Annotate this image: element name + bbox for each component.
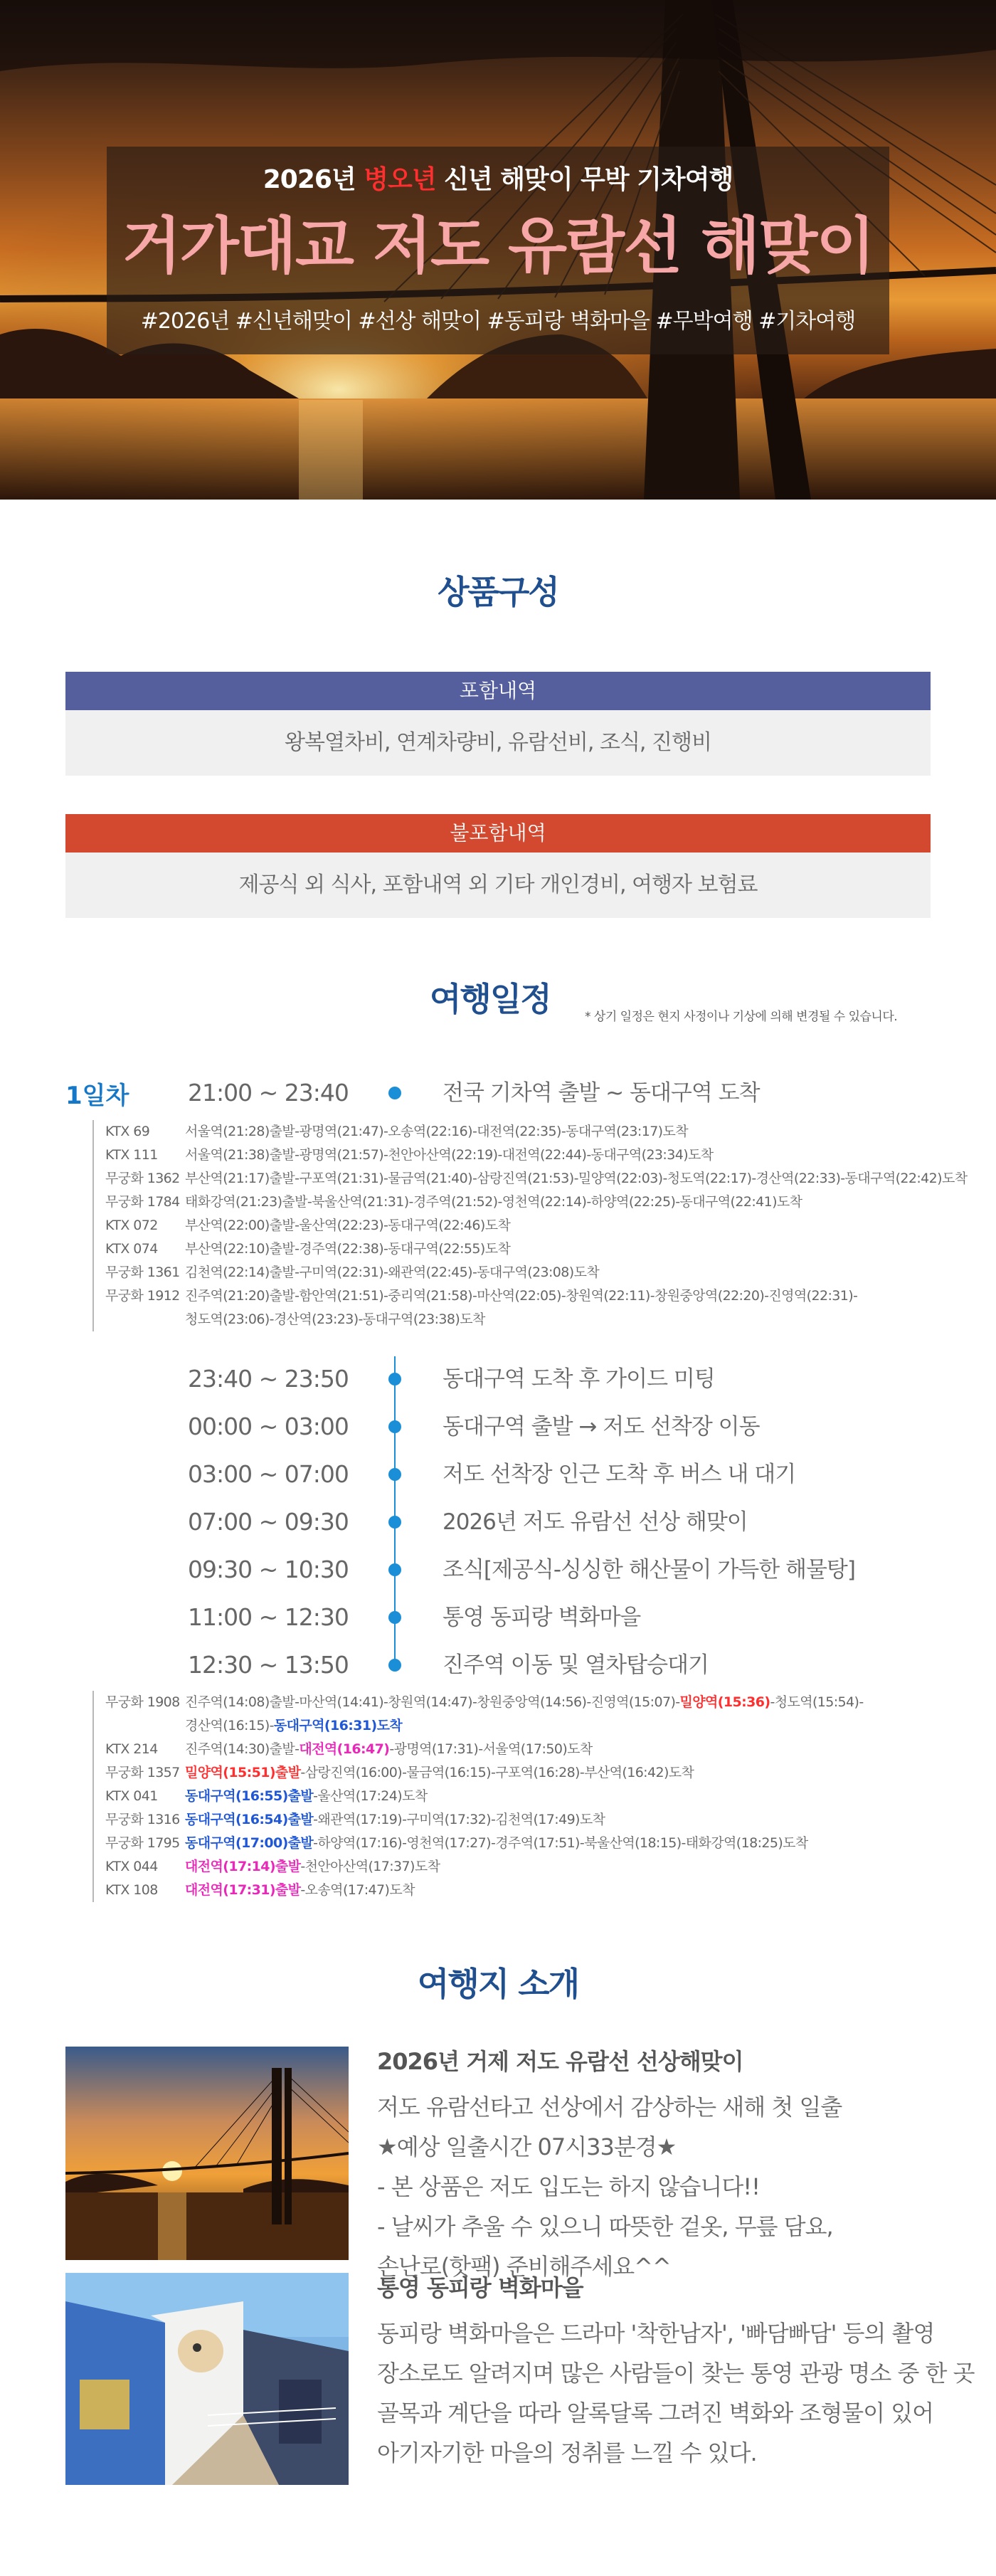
train-name: KTX 111 <box>105 1147 158 1163</box>
train-line <box>105 1237 968 1261</box>
train-route: 서울역(21:28)출발-광명역(21:47)-오송역(22:16)-대전역(22:35)-동대구역(23:17)도착 <box>185 1124 689 1139</box>
train-line <box>105 1808 968 1832</box>
timeline-desc: 통영 동피랑 벽화마을 <box>443 1605 641 1630</box>
train-route-highlight: 동대구역(16:31)도착 <box>273 1718 403 1733</box>
destination-2-line: 동피랑 벽화마을은 드라마 '착한남자', '빠담빠담' 등의 촬영 <box>377 2320 935 2347</box>
train-name: KTX 108 <box>105 1882 158 1898</box>
timeline-row <box>0 1501 996 1543</box>
included-body: 왕복열차비, 연계차량비, 유람선비, 조식, 진행비 <box>65 710 931 776</box>
train-name: 무궁화 1795 <box>105 1835 180 1851</box>
train-route: 부산역(21:17)출발-구포역(21:31)-물금역(21:40)-삼랑진역(21:53)-밀양역(22:03)-청도역(22:17)-경산역(22:33)-동대구역(22:42)도착 <box>185 1171 968 1186</box>
hero-subtitle <box>107 159 889 196</box>
train-name: 무궁화 1908 <box>105 1694 180 1710</box>
train-route: -삼랑진역(16:00)-물금역(16:15)-구포역(16:28)-부산역(16:42)도착 <box>300 1765 694 1780</box>
train-route: 경산역(16:15)- <box>185 1718 274 1733</box>
destination-2-line: 아기자기한 마을의 정취를 느낄 수 있다. <box>377 2439 757 2466</box>
timeline-row <box>0 1405 996 1448</box>
dot-icon <box>388 1468 401 1481</box>
train-route: 청도역(23:06)-경산역(23:23)-동대구역(23:38)도착 <box>185 1311 485 1327</box>
train-line <box>105 1832 968 1855</box>
sunrise-bridge-image <box>65 2047 349 2260</box>
train-route: -오송역(17:47)도착 <box>300 1882 415 1898</box>
train-route-highlight: 동대구역(16:55)출발 <box>185 1788 314 1804</box>
day-label: 1일차 <box>65 1082 129 1110</box>
timeline-desc: 저도 선착장 인근 도착 후 버스 내 대기 <box>443 1462 796 1487</box>
hero-subtitle-prefix: 2026년 <box>263 165 364 194</box>
train-name: KTX 69 <box>105 1124 150 1139</box>
train-name: KTX 074 <box>105 1241 158 1257</box>
train-route: 진주역(14:30)출발- <box>185 1741 300 1757</box>
train-name: KTX 041 <box>105 1788 158 1804</box>
train-line <box>105 1191 968 1214</box>
timeline-time: 00:00 ~ 03:00 <box>188 1413 349 1440</box>
train-line <box>105 1120 968 1144</box>
train-route: 진주역(21:20)출발-함안역(21:51)-중리역(21:58)-마산역(22:05)-창원역(22:11)-창원중앙역(22:20)-진영역(22:31)- <box>185 1288 858 1304</box>
destination-1-line: 손난로(핫팩) 준비해주세요^^ <box>377 2253 671 2280</box>
train-route: -천안아산역(17:37)도착 <box>300 1859 440 1874</box>
hero-caption-box <box>107 147 889 354</box>
train-route: 진주역(14:08)출발-마산역(14:41)-창원역(14:47)-창원중앙역(14:56)-진영역(15:07)- <box>185 1694 680 1710</box>
destination-1-name: 2026년 거제 저도 유람선 선상해맞이 <box>377 2048 743 2075</box>
train-route-highlight: 대전역(17:31)출발 <box>185 1882 301 1898</box>
destination-1-line: ★예상 일출시간 07시33분경★ <box>377 2133 677 2160</box>
train-line <box>105 1785 968 1808</box>
dot-icon <box>388 1659 401 1672</box>
destination-1-line: - 본 상품은 저도 입도는 하지 않습니다!! <box>377 2173 760 2200</box>
product-section-title: 상품구성 <box>438 573 558 611</box>
train-name: 무궁화 1912 <box>105 1288 180 1304</box>
destination-2-line: 장소로도 알려지며 많은 사람들이 찾는 통영 관광 명소 중 한 곳 <box>377 2360 975 2387</box>
destination-1-line: 저도 유람선타고 선상에서 감상하는 새해 첫 일출 <box>377 2094 842 2121</box>
train-line <box>105 1214 968 1237</box>
train-line <box>105 1691 968 1714</box>
hero-hashtags: #2026년 #신년해맞이 #선상 해맞이 #동피랑 벽화마을 #무박여행 #기차여행 <box>140 309 856 334</box>
destination-2-line: 골목과 계단을 따라 알록달록 그려진 벽화와 조형물이 있어 <box>377 2400 934 2427</box>
return-train-list <box>92 1691 968 1902</box>
timeline-row <box>0 1072 996 1114</box>
train-route: 부산역(22:10)출발-경주역(22:38)-동대구역(22:55)도착 <box>185 1241 511 1257</box>
train-route-highlight: 동대구역(17:00)출발 <box>185 1835 314 1851</box>
train-name: 무궁화 1362 <box>105 1171 180 1186</box>
train-line <box>105 1738 968 1761</box>
excluded-header: 불포함내역 <box>65 814 931 852</box>
train-line <box>105 1167 968 1191</box>
dot-icon <box>388 1087 401 1099</box>
train-route: -청도역(15:54)- <box>770 1694 864 1710</box>
train-route: -하양역(17:16)-영천역(17:27)-경주역(17:51)-북울산역(18:15)-태화강역(18:25)도착 <box>313 1835 808 1851</box>
timeline-desc: 동대구역 도착 후 가이드 미팅 <box>443 1366 715 1392</box>
destinations-title: 여행지 소개 <box>417 1965 579 2003</box>
train-route-highlight: 밀양역(15:36) <box>679 1694 770 1710</box>
train-route-highlight: 대전역(16:47) <box>299 1741 390 1757</box>
train-name: 무궁화 1316 <box>105 1812 180 1827</box>
timeline-time: 11:00 ~ 12:30 <box>188 1603 349 1631</box>
hero-banner <box>0 0 996 500</box>
train-name: KTX 214 <box>105 1741 158 1757</box>
train-line <box>105 1714 968 1738</box>
included-header: 포함내역 <box>65 672 931 710</box>
train-line <box>105 1879 968 1902</box>
hero-subtitle-suffix: 신년 해맞이 무박 기차여행 <box>435 165 733 194</box>
timeline-row <box>0 1548 996 1591</box>
timeline-desc: 2026년 저도 유람선 선상 해맞이 <box>443 1509 748 1535</box>
train-name: 무궁화 1357 <box>105 1765 180 1780</box>
mural-village-image <box>65 2273 349 2485</box>
train-line <box>105 1761 968 1785</box>
dot-icon <box>388 1611 401 1624</box>
dot-icon <box>388 1563 401 1576</box>
excluded-body: 제공식 외 식사, 포함내역 외 기타 개인경비, 여행자 보험료 <box>65 852 931 918</box>
timeline-row <box>0 1596 996 1639</box>
train-name: KTX 072 <box>105 1218 158 1233</box>
train-line <box>105 1308 968 1331</box>
train-route: 서울역(21:38)출발-광명역(21:57)-천안아산역(22:19)-대전역(22:44)-동대구역(23:34)도착 <box>185 1147 714 1163</box>
train-name: 무궁화 1784 <box>105 1194 180 1210</box>
itinerary-title: 여행일정 <box>430 980 551 1018</box>
hero-subtitle-highlight: 병오년 <box>364 165 436 194</box>
train-route: -울산역(17:24)도착 <box>313 1788 428 1804</box>
dot-icon <box>388 1420 401 1433</box>
timeline-time: 12:30 ~ 13:50 <box>188 1651 349 1679</box>
timeline-desc: 동대구역 출발 → 저도 선착장 이동 <box>443 1414 760 1440</box>
mural-village-photo <box>65 2273 349 2485</box>
train-line <box>105 1144 968 1167</box>
train-route-highlight: 동대구역(16:54)출발 <box>185 1812 314 1827</box>
train-route: 김천역(22:14)출발-구미역(22:31)-왜관역(22:45)-동대구역(23:08)도착 <box>185 1265 600 1280</box>
train-route-highlight: 대전역(17:14)출발 <box>185 1859 301 1874</box>
train-line <box>105 1855 968 1879</box>
dot-icon <box>388 1516 401 1529</box>
destination-2-name: 통영 동피랑 벽화마을 <box>377 2274 583 2301</box>
timeline-desc: 진주역 이동 및 열차탑승대기 <box>443 1652 709 1678</box>
sunrise-bridge-photo <box>65 2047 349 2260</box>
train-route: 부산역(22:00)출발-울산역(22:23)-동대구역(22:46)도착 <box>185 1218 511 1233</box>
timeline-time: 03:00 ~ 07:00 <box>188 1460 349 1488</box>
train-name: KTX 044 <box>105 1859 158 1874</box>
dot-icon <box>388 1373 401 1385</box>
timeline-row <box>0 1453 996 1496</box>
timeline-time: 07:00 ~ 09:30 <box>188 1508 349 1536</box>
train-name: 무궁화 1361 <box>105 1265 180 1280</box>
train-route: -왜관역(17:19)-구미역(17:32)-김천역(17:49)도착 <box>313 1812 605 1827</box>
train-line <box>105 1261 968 1284</box>
timeline-desc: 전국 기차역 출발 ~ 동대구역 도착 <box>443 1080 760 1106</box>
timeline-desc: 조식[제공식-싱싱한 해산물이 가득한 해물탕] <box>443 1557 855 1583</box>
train-route: 태화강역(21:23)출발-북울산역(21:31)-경주역(21:52)-영천역(22:14)-하양역(22:25)-동대구역(22:41)도착 <box>185 1194 802 1210</box>
timeline-row <box>0 1644 996 1686</box>
hero-title: 거가대교 저도 유람선 해맞이 <box>122 211 874 282</box>
outbound-train-list <box>92 1120 968 1331</box>
train-route: -광명역(17:31)-서울역(17:50)도착 <box>389 1741 593 1757</box>
destination-1-line: - 날씨가 추울 수 있으니 따뜻한 겉옷, 무릎 담요, <box>377 2213 833 2240</box>
timeline-time: 23:40 ~ 23:50 <box>188 1365 349 1393</box>
itinerary-note: * 상기 일정은 현지 사정이나 기상에 의해 변경될 수 있습니다. <box>585 1010 898 1024</box>
train-line <box>105 1284 968 1308</box>
timeline-row <box>0 1358 996 1400</box>
timeline-time: 09:30 ~ 10:30 <box>188 1556 349 1583</box>
train-route-highlight: 밀양역(15:51)출발 <box>185 1765 301 1780</box>
timeline-time: 21:00 ~ 23:40 <box>188 1079 349 1107</box>
